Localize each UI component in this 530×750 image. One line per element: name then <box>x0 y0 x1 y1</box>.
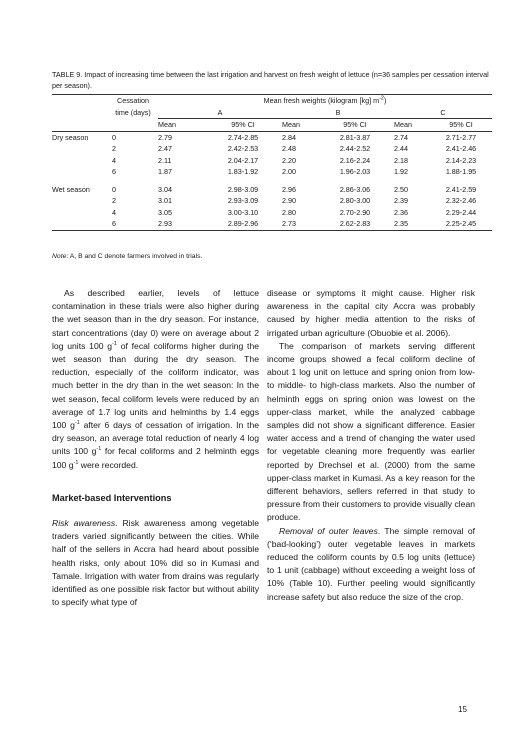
group-c-header: C <box>394 107 492 119</box>
paragraph: Removal of outer leaves. The simple removal of (‘bad-looking’) outer vegetable leaves in markets reduced the coliform counts by 0.5 log units (lettuce) to 1 unit (cabbage) without exceeding a weight loss of 10% (Table 10). Further peeling would significantly increase safety but also reduce the size of the crop. <box>267 525 476 602</box>
mean-header: Mean <box>394 119 430 132</box>
mean-cell: 2.39 <box>394 196 408 206</box>
ci-cell: 2.93-3.09 <box>227 196 259 206</box>
table-row <box>52 155 492 167</box>
ci-cell: 2.86-3.06 <box>339 184 371 194</box>
mean-cell: 2.47 <box>158 144 172 154</box>
table-note: Note: A, B and C denote farmers involved in trials. <box>52 253 203 260</box>
ci-cell: 2.41-2.46 <box>445 144 477 154</box>
mean-cell: 3.04 <box>158 184 172 194</box>
day-cell: 0 <box>112 184 116 194</box>
mean-cell: 2.74 <box>394 132 408 142</box>
season-label <box>52 155 108 167</box>
season-label: Wet season <box>52 184 90 194</box>
ci-cell: 2.98-3.09 <box>227 184 259 194</box>
table-row <box>52 166 492 178</box>
table-caption: TABLE 9. Impact of increasing time between the last irrigation and harvest on fresh weight of lettuce (n=36 samples per cessation interval per season). <box>52 70 489 90</box>
mean-cell: 2.11 <box>158 155 172 165</box>
ci-cell: 2.74-2.85 <box>227 132 259 142</box>
table-row <box>52 218 492 230</box>
ci-cell: 2.80-3.00 <box>339 196 371 206</box>
paragraph: Risk awareness. Risk awareness among vegetable traders varied significantly between the cities. While half of the sellers in Accra had heard about possible health risks, only about 10% did so in Kumasi and Tamale. Irrigation with water from drains was regularly identified as one possible risk factor but without ability to specify what type of <box>52 518 259 608</box>
season-label <box>52 218 108 230</box>
ci-cell: 2.71-2.77 <box>445 132 477 142</box>
ci-header: 95% CI <box>430 119 492 132</box>
ci-header: 95% CI <box>204 119 282 132</box>
mean-cell: 2.79 <box>158 132 172 142</box>
season-label <box>52 207 108 219</box>
day-cell: 0 <box>112 132 116 142</box>
mean-cell: 2.80 <box>282 207 296 217</box>
ci-cell: 2.62-2.83 <box>316 218 394 230</box>
group-b-header: B <box>282 107 394 119</box>
ci-cell: 2.14-2.23 <box>445 155 477 165</box>
mean-cell: 1.87 <box>158 167 172 177</box>
ci-cell: 2.04-2.17 <box>227 155 259 165</box>
season-label <box>52 195 108 207</box>
mean-cell: 2.20 <box>282 155 296 165</box>
mean-cell: 3.01 <box>158 196 172 206</box>
day-cell: 6 <box>108 218 158 230</box>
page-number: 15 <box>458 705 467 714</box>
ci-cell: 1.96-2.03 <box>339 167 371 177</box>
ci-cell: 2.25-2.45 <box>430 218 492 230</box>
paragraph: As described earlier, levels of lettuce contamination in these trials were also higher during the wet season than in the dry season. For instance, start concentrations (day 0) were on average about 2 log units 100 $g^{-1}$ of fecal coliforms higher during the wet season than during the dry season. The reduction, especially of the coliform indicator, was much better in the dry than in the wet season: In the wet season, fecal coliform levels were reduced by an average of 1.7 log units and helminths by 1.4 eggs 100 $g^{-1}$ after 6 days of cessation of irrigation. In the dry season, an average total reduction of nearly 4 log units 100 $g^{-1}$ for fecal coliforms and 2 helminth eggs 100 $g^{-1}$ were recorded. <box>52 288 260 470</box>
mean-cell: 1.92 <box>394 167 408 177</box>
right-column <box>267 287 475 604</box>
left-column <box>52 287 259 609</box>
cessation-header: Cessation <box>108 95 158 107</box>
mean-cell: 3.05 <box>158 207 172 217</box>
day-cell: 4 <box>112 207 116 217</box>
ci-cell: 2.42-2.53 <box>227 144 259 154</box>
day-cell: 2 <box>112 144 116 154</box>
ci-header: 95% CI <box>316 119 394 132</box>
table-row <box>52 207 492 219</box>
ci-cell: 2.70-2.90 <box>339 207 371 217</box>
day-cell: 6 <box>112 167 116 177</box>
ci-cell: 1.83-1.92 <box>227 167 259 177</box>
mean-cell: 2.18 <box>394 155 408 165</box>
ci-cell: 2.89-2.96 <box>204 218 282 230</box>
season-label <box>52 166 108 178</box>
mean-cell: 2.00 <box>282 167 296 177</box>
mean-cell: 2.48 <box>282 144 296 154</box>
season-label: Dry season <box>52 132 89 142</box>
mean-cell: 2.96 <box>282 184 296 194</box>
season-label <box>52 143 108 155</box>
cessation-header-2: time (days) <box>115 108 151 117</box>
mean-cell: 2.35 <box>394 218 430 230</box>
ci-cell: 3.00-3.10 <box>227 207 259 217</box>
table-row <box>52 195 492 207</box>
mean-cell: 2.73 <box>282 218 316 230</box>
ci-cell: 2.41-2.59 <box>445 184 477 194</box>
day-cell: 4 <box>112 155 116 165</box>
group-a-header: A <box>158 107 282 119</box>
ci-cell: 2.81-3.87 <box>339 132 371 142</box>
mean-header: Mean <box>282 119 316 132</box>
ci-cell: 2.44-2.52 <box>339 144 371 154</box>
ci-cell: 2.29-2.44 <box>445 207 477 217</box>
table-row <box>52 184 492 196</box>
mean-cell: 2.50 <box>394 184 408 194</box>
paragraph: disease or symptoms it might cause. Higher risk awareness in the capital city Accra was probably caused by higher media attention to the risks of irrigated urban agriculture (Obuobie et al. 2006). <box>267 288 475 338</box>
mean-cell: 2.44 <box>394 144 408 154</box>
lettuce-weight-table <box>52 94 492 231</box>
mean-fresh-weight-header: Mean fresh weights (kilogram [kg] $m^{-2}$) <box>158 95 492 107</box>
mean-header: Mean <box>158 119 204 132</box>
day-cell: 2 <box>112 196 116 206</box>
table-row <box>52 143 492 155</box>
mean-cell: 2.93 <box>158 218 204 230</box>
ci-cell: 2.16-2.24 <box>339 155 371 165</box>
mean-cell: 2.36 <box>394 207 408 217</box>
ci-cell: 1.88-1.95 <box>445 167 477 177</box>
mean-cell: 2.84 <box>282 132 296 142</box>
ci-cell: 2.32-2.46 <box>445 196 477 206</box>
mean-cell: 2.90 <box>282 196 296 206</box>
section-heading: Market-based Interventions <box>52 492 172 503</box>
table-row <box>52 131 492 143</box>
paragraph: The comparison of markets serving different income groups showed a fecal coliform decline of about 1 log unit on lettuce and spring onion from low- to middle- to high-class markets. Also the number of helminth eggs on spring onion was lowest on the upper-class market, while the analyzed cabbage samples did not show a significant difference. Easier water access and a trend of changing the water used for vegetable cleaning more frequently was earlier reported by Drechsel et al. (2000) from the same upper-class market in Kumasi. As a key reason for the different behaviors, sellers referred in that study to pressure from their customers to provide visually clean produce. <box>267 340 475 523</box>
